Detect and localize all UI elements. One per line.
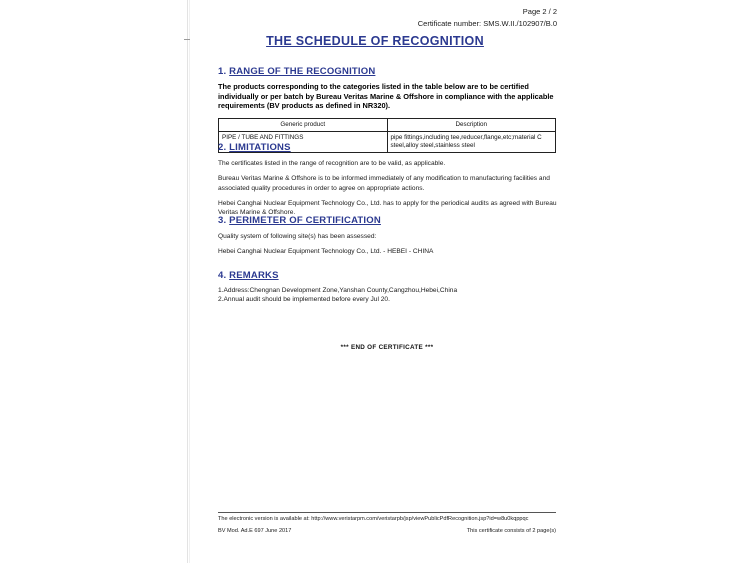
section-remarks [218, 270, 558, 304]
end-of-certificate-text: *** END OF CERTIFICATE *** [340, 344, 434, 351]
section4-heading [218, 270, 558, 281]
footer-doc-ref: BV Mod. Ad.E 697 June 2017 [218, 528, 292, 534]
column-header-description: Description [387, 118, 556, 131]
section1-intro: The products corresponding to the categories listed in the table below are to be certified individually or per batch by Bureau Veritas Marine & Offshore in compliance with the applicable requirements (BV products as defined in NR320). [218, 82, 554, 111]
page-header [418, 6, 557, 30]
section2-title: LIMITATIONS [229, 142, 291, 153]
section3-paragraph-2: Hebei Canghai Nuclear Equipment Technology Co., Ltd. - HEBEI - CHINA [218, 248, 434, 256]
section2-paragraph-2: Bureau Veritas Marine & Offshore is to be informed immediately of any modification to manufacturing facilities and associated quality procedures in order to agree on appropriate actions. [218, 175, 550, 192]
section-range-of-recognition [218, 66, 558, 153]
section3-number: 3. [218, 215, 227, 226]
end-of-certificate-block [218, 318, 556, 351]
cell-generic-product: PIPE / TUBE AND FITTINGS [219, 131, 388, 152]
certificate-number: Certificate number: SMS.W.II./102907/B.0 [417, 19, 557, 28]
page-margin-rule-left [187, 0, 188, 563]
section4-paragraph-1: 1.Address:Chengnan Development Zone,Yanshan County,Cangzhou,Hebei,China [218, 287, 458, 294]
page-title-text: THE SCHEDULE OF RECOGNITION [266, 34, 484, 48]
section2-paragraph-1: The certificates listed in the range of recognition are to be valid, as applicable. [218, 160, 446, 167]
section3-paragraph-1: Quality system of following site(s) has been assessed: [218, 233, 377, 240]
table-header-row [219, 118, 556, 131]
page-footer [218, 515, 556, 536]
section1-number: 1. [218, 66, 227, 77]
page-title [190, 32, 560, 50]
section3-title: PERIMETER OF CERTIFICATION [229, 215, 381, 226]
section2-number: 2. [218, 142, 227, 153]
footer-divider [218, 512, 556, 513]
section-perimeter-of-certification [218, 215, 558, 257]
section2-paragraph-3: Hebei Canghai Nuclear Equipment Technology Co., Ltd. has to apply for the periodical audits as agreed with Bureau Veritas Marine & Offshore. [218, 199, 557, 217]
section1-title: RANGE OF THE RECOGNITION [229, 66, 376, 77]
footer-page-count-note: This certificate consists of 2 page(s) [466, 528, 556, 534]
column-header-generic-product: Generic product [219, 118, 388, 131]
section4-title: REMARKS [229, 270, 279, 281]
section4-number: 4. [218, 270, 227, 281]
footer-electronic-version: The electronic version is available at: http://www.veristarpm.com/veristarpb/jsp/viewPublicPdfRecognition.jsp?id=w8u0kqppqc [218, 516, 529, 522]
section3-heading [218, 215, 558, 226]
cell-description: pipe fittings,including tee,reducer,flange,etc;material C steel,alloy steel,stainless steel [387, 131, 556, 152]
section1-heading [218, 66, 558, 77]
page-margin-rule-left-secondary [189, 0, 190, 563]
page-number: Page 2 / 2 [522, 7, 557, 16]
section4-paragraph-2: 2.Annual audit should be implemented before every Jul 20. [218, 295, 390, 303]
section2-heading [218, 142, 558, 153]
section-limitations [218, 142, 558, 217]
